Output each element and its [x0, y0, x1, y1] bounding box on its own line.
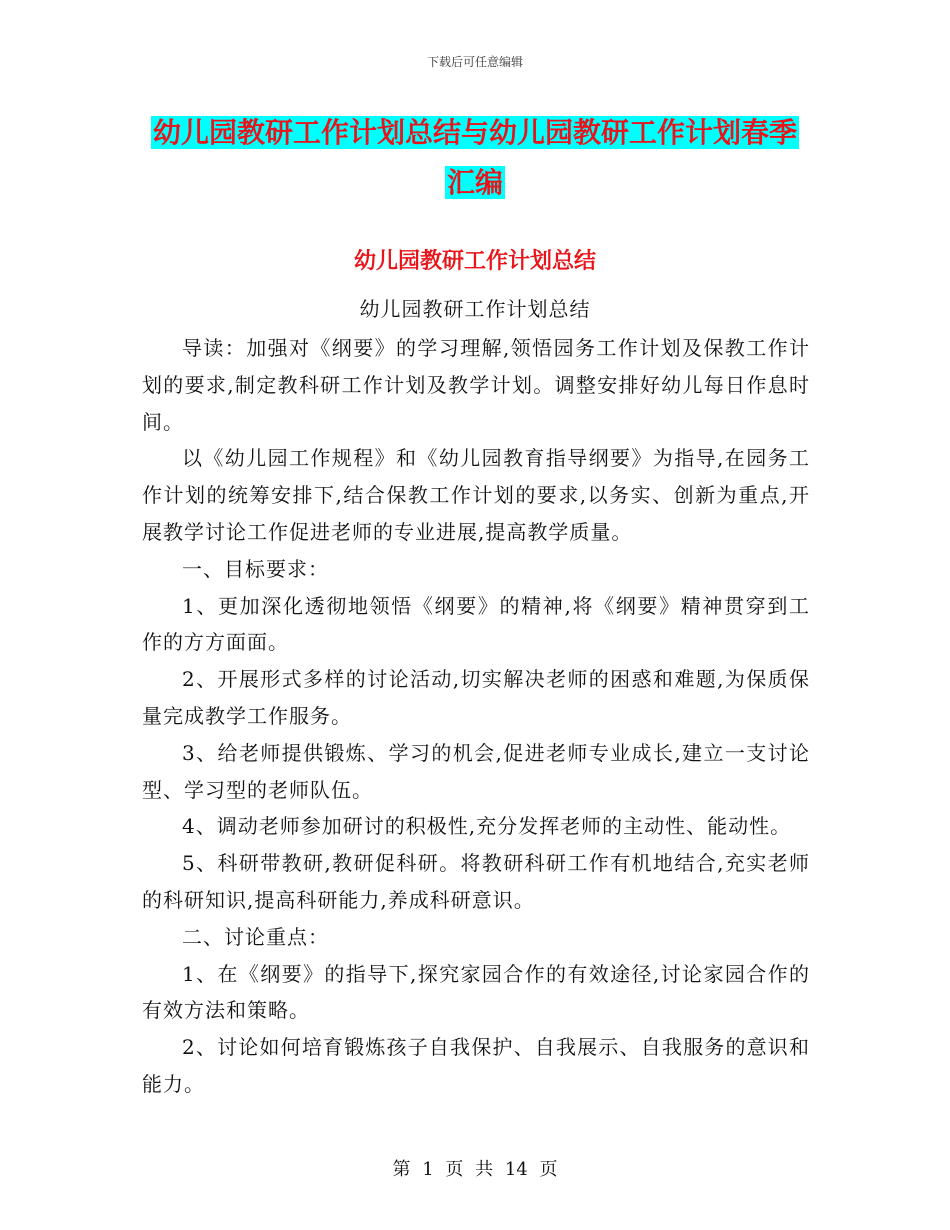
header-note: 下载后可任意编辑	[426, 55, 523, 69]
paragraph-goal-2: 2、开展形式多样的讨论活动,切实解决老师的困惑和难题,为保质保量完成教学工作服务。	[142, 667, 810, 728]
section-subheading: 幼儿园教研工作计划总结	[359, 297, 591, 321]
paragraph-goal-1: 1、更加深化透彻地领悟《纲要》的精神,将《纲要》精神贯穿到工作的方方面面。	[142, 593, 810, 655]
paragraph-focus-heading: 二、讨论重点：	[182, 924, 329, 949]
body-text	[142, 330, 810, 1103]
title-line-2-text: 汇编	[446, 166, 503, 199]
document-title	[140, 108, 810, 208]
paragraph-intro: 导读：加强对《纲要》的学习理解,领悟园务工作计划及保教工作计划的要求,制定教科研工作计划及教学计划。调整安排好幼儿每日作息时间。	[142, 336, 810, 434]
paragraph-guideline: 以《幼儿园工作规程》和《幼儿园教育指导纲要》为指导,在园务工作计划的统筹安排下,结合保教工作计划的要求,以务实、创新为重点,开展教学讨论工作促进老师的专业进展,提高教学质量。	[142, 446, 810, 544]
paragraph-focus-1: 1、在《纲要》的指导下,探究家园合作的有效途径,讨论家园合作的有效方法和策略。	[142, 961, 810, 1023]
paragraph-goal-4: 4、调动老师参加研讨的积极性,充分发挥老师的主动性、能动性。	[182, 814, 792, 839]
title-line-2	[140, 158, 810, 208]
page-number: 第 1 页 共 14 页	[392, 1159, 558, 1180]
section-heading: 幼儿园教研工作计划总结	[353, 249, 596, 274]
paragraph-focus-2: 2、讨论如何培育锻炼孩子自我保护、自我展示、自我服务的意识和能力。	[142, 1035, 810, 1096]
title-line-1	[140, 108, 810, 158]
paragraph-goal-3: 3、给老师提供锻炼、学习的机会,促进老师专业成长,建立一支讨论型、学习型的老师队伍。	[142, 740, 810, 802]
paragraph-goal-5: 5、科研带教研,教研促科研。将教研科研工作有机地结合,充实老师的科研知识,提高科研能力,养成科研意识。	[142, 851, 810, 912]
title-line-1-text: 幼儿园教研工作计划总结与幼儿园教研工作计划春季	[152, 116, 797, 149]
paragraph-goals-heading: 一、目标要求：	[182, 556, 329, 581]
